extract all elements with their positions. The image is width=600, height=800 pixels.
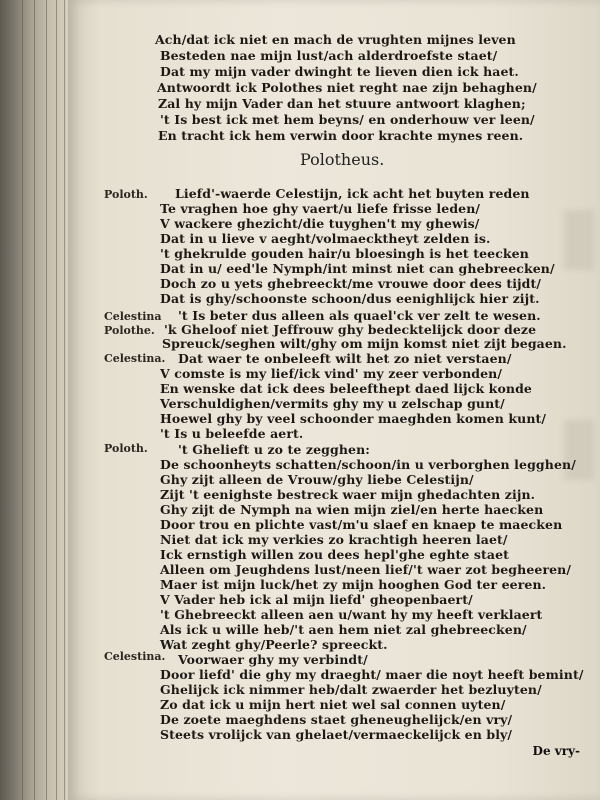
verse-line: Ach/dat ick niet en mach de vrughten mijnes leven	[155, 32, 516, 47]
verse-line: Ghy zijt de Nymph na wien mijn ziel/en herte haecken	[160, 502, 544, 517]
verse-line: Alleen om Jeughdens lust/neen lief/'t waer zot begheeren/	[160, 562, 572, 577]
verse-line: 't ghekrulde gouden hair/u bloesingh is het teecken	[160, 246, 529, 261]
verse-line: Ick ernstigh willen zou dees hepl'ghe eghte staet	[160, 547, 510, 562]
verse-line: Zijt 't eenighste bestreck waer mijn ghedachten zijn.	[160, 487, 536, 502]
verse-line: Zal hy mijn Vader dan het stuure antwoort klaghen;	[158, 96, 526, 111]
verse-line: V comste is my lief/ick vind' my zeer verbonden/	[160, 366, 503, 381]
speaker-label: Poloth.	[104, 442, 148, 455]
speaker-label: Celestina.	[104, 352, 166, 365]
verse-line: De zoete maeghdens staet gheneughelijck/en vry/	[160, 712, 513, 727]
verse-line: 't Is beter dus alleen als quael'ck ver zelt te wesen.	[178, 308, 541, 323]
verse-line: Steets vrolijck van ghelaet/vermaeckelijck en bly/	[160, 727, 513, 742]
verse-line: Als ick u wille heb/'t aen hem niet zal ghebreecken/	[160, 622, 527, 637]
verse-line: Voorwaer ghy my verbindt/	[178, 652, 368, 667]
verse-line: Wat zeght ghy/Peerle? spreeckt.	[160, 637, 388, 652]
speaker-label: Celestina	[104, 310, 162, 323]
catchword: De vry-	[532, 744, 580, 758]
verse-line: Liefd'-waerde Celestijn, ick acht het buyten reden	[175, 186, 530, 201]
verse-line: De schoonheyts schatten/schoon/in u verborghen legghen/	[160, 457, 576, 472]
verse-line: Verschuldighen/vermits ghy my u zelschap gunt/	[160, 396, 505, 411]
verse-line: Maer ist mijn luck/het zy mijn hooghen God ter eeren.	[160, 577, 547, 592]
verse-line: V Vader heb ick al mijn liefd' gheopenbaert/	[160, 592, 473, 607]
verse-line: 't Is u beleefde aert.	[160, 426, 304, 441]
verse-line: 't Ghelieft u zo te zegghen:	[178, 442, 371, 457]
verse-line: V wackere ghezicht/die tuyghen't my ghewis/	[160, 216, 480, 231]
speaker-label: Polothe.	[104, 324, 155, 337]
verse-line: En tracht ick hem verwin door krachte mynes reen.	[158, 128, 524, 143]
verse-line: Ghelijck ick nimmer heb/dalt zwaerder het bezluyten/	[160, 682, 542, 697]
verse-line: Besteden nae mijn lust/ach alderdroefste staet/	[160, 48, 498, 63]
section-heading: Polotheus.	[300, 150, 385, 169]
verse-line: 't Ghebreeckt alleen aen u/want hy my heeft verklaert	[160, 607, 543, 622]
verse-line: Te vraghen hoe ghy vaert/u liefe frisse leden/	[160, 201, 481, 216]
verse-line: Dat waer te onbeleeft wilt het zo niet verstaen/	[178, 351, 512, 366]
verse-line: Hoewel ghy by veel schoonder maeghden komen kunt/	[160, 411, 547, 426]
book-spine	[0, 0, 70, 800]
verse-line: 't Is best ick met hem beyns/ en onderhouw ver leen/	[160, 112, 535, 127]
verse-line: Dat in u/ eed'le Nymph/int minst niet can ghebreecken/	[160, 261, 555, 276]
verse-line: Dat my mijn vader dwinght te lieven dien ick haet.	[160, 64, 519, 79]
verse-line: Antwoordt ick Polothes niet reght nae zijn behaghen/	[157, 80, 537, 95]
verse-line: 'k Gheloof niet Jeffrouw ghy bedecktelijck door deze	[164, 322, 537, 337]
verse-line: Ghy zijt alleen de Vrouw/ghy liebe Celestijn/	[160, 472, 474, 487]
verse-line: Door trou en plichte vast/m'u slaef en knaep te maecken	[160, 517, 563, 532]
speaker-label: Celestina.	[104, 650, 166, 663]
verse-line: Dat in u lieve v aeght/volmaecktheyt zelden is.	[160, 231, 491, 246]
verse-line: Niet dat ick my verkies zo krachtigh heeren laet/	[160, 532, 508, 547]
verse-line: Dat is ghy/schoonste schoon/dus eenighlijck hier zijt.	[160, 291, 540, 306]
verse-line: Spreuck/seghen wilt/ghy om mijn komst niet zijt begaen.	[162, 336, 567, 351]
verse-line: Zo dat ick u mijn hert niet wel sal connen uyten/	[160, 697, 506, 712]
speaker-label: Poloth.	[104, 188, 148, 201]
verse-line: En wenske dat ick dees beleefthept daed lijck konde	[160, 381, 532, 396]
verse-line: Doch zo u yets ghebreeckt/me vrouwe door dees tijdt/	[160, 276, 542, 291]
verse-line: Door liefd' die ghy my draeght/ maer die noyt heeft bemint/	[160, 667, 584, 682]
